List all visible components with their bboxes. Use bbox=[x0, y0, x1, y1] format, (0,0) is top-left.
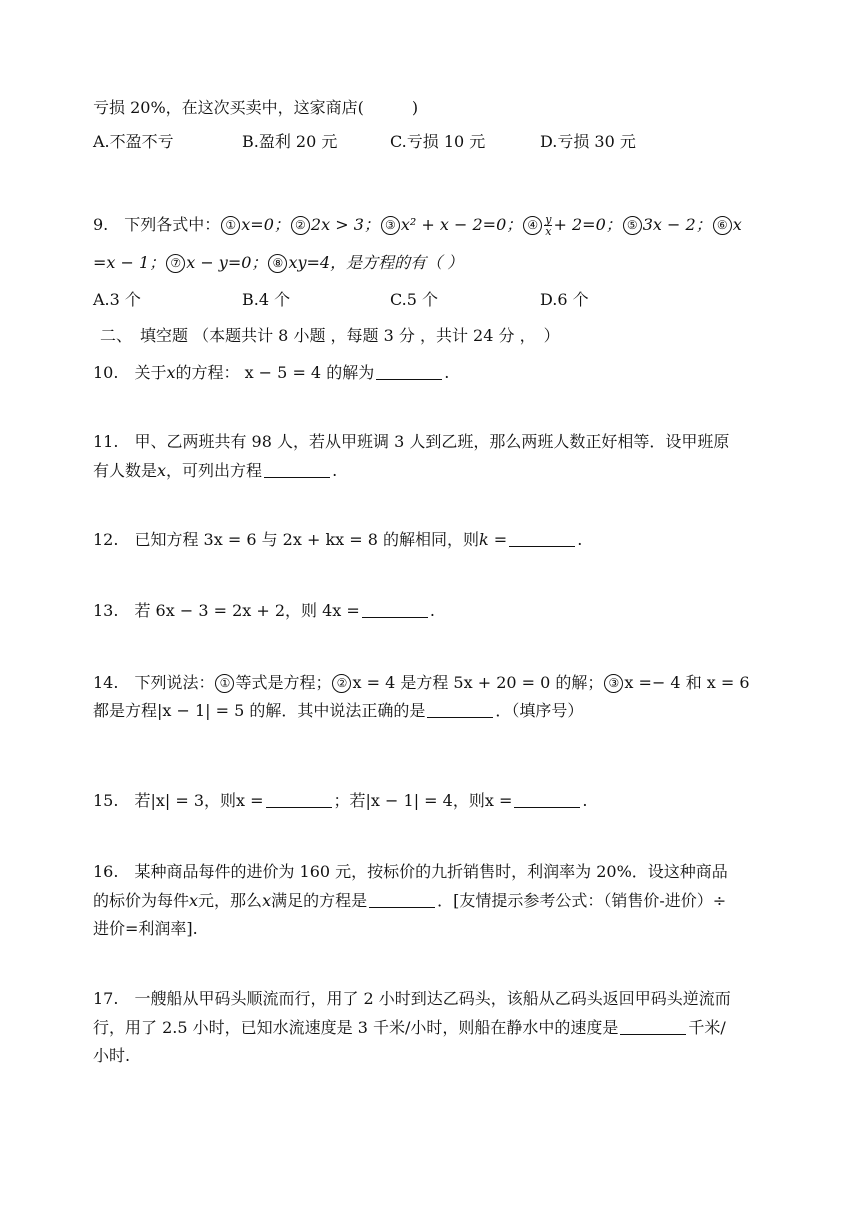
circle-6: ⑥ bbox=[713, 216, 732, 235]
fraction-y-over-x bbox=[544, 214, 552, 237]
q9-item-1: x=0； bbox=[241, 215, 290, 234]
answer-blank[interactable] bbox=[509, 530, 575, 547]
var-x: x bbox=[166, 363, 176, 382]
q16-line3: 进价=利润率]. bbox=[93, 919, 198, 938]
q9-option-a: A.3 个 bbox=[93, 290, 141, 309]
q11-text-b: ，可列出方程 bbox=[166, 461, 263, 480]
q9-item-3: x² + x − 2=0； bbox=[400, 215, 523, 234]
q13-text-a: 13. 若 6x − 3 = 2x + 2，则 4x = bbox=[93, 601, 360, 620]
circle-2: ② bbox=[332, 674, 351, 693]
q16-line2 bbox=[93, 890, 767, 912]
q9-option-c: C.5 个 bbox=[390, 290, 439, 309]
q16-line1: 16. 某种商品每件的进价为 160 元，按标价的九折销售时，利润率为 20%．设这种商品 bbox=[93, 862, 728, 881]
q14-line1 bbox=[93, 672, 767, 694]
answer-blank[interactable] bbox=[514, 791, 580, 808]
q16-text-c: 满足的方程是 bbox=[271, 891, 368, 910]
answer-blank[interactable] bbox=[427, 701, 493, 718]
circle-4: ④ bbox=[523, 216, 542, 235]
q9-item-8: xy=4，是方程的有（ ） bbox=[288, 253, 464, 272]
q8-option-c: C.亏损 10 元 bbox=[390, 132, 486, 151]
q11-text-a: 有人数是 bbox=[93, 461, 158, 480]
q11-text-c: . bbox=[332, 461, 338, 480]
q17-line1: 17. 一艘船从甲码头顺流而行，用了 2 小时到达乙码头，该船从乙码头返回甲码头逆流而 bbox=[93, 989, 731, 1008]
q10-text-a: 10. 关于 bbox=[93, 363, 167, 382]
q15-text-a: 15. 若|x| = 3，则x = bbox=[93, 791, 264, 810]
var-k: k bbox=[479, 530, 489, 549]
section-heading: 二、 填空题 （本题共计 8 小题 ，每题 3 分 ，共计 24 分 ， ） bbox=[100, 326, 560, 345]
circle-5: ⑤ bbox=[623, 216, 642, 235]
q9-item-2: 2x > 3； bbox=[310, 215, 380, 234]
q14-text-e: 都是方程|x − 1| = 5 的解．其中说法正确的是 bbox=[93, 701, 426, 720]
q16-text-a: 的标价为每件 bbox=[93, 891, 190, 910]
q13-text-b: . bbox=[429, 601, 435, 620]
q12 bbox=[93, 529, 767, 551]
q9-option-b: B.4 个 bbox=[242, 290, 291, 309]
fraction-denominator: x bbox=[545, 225, 552, 238]
circle-3: ③ bbox=[381, 216, 400, 235]
q9-option-d: D.6 个 bbox=[540, 290, 589, 309]
q14-text-d: x =− 4 和 x = 6 bbox=[624, 673, 750, 692]
var-x: x bbox=[157, 461, 167, 480]
q9-item-5: 3x − 2； bbox=[642, 215, 712, 234]
q17-text-a: 行，用了 2.5 小时，已知水流速度是 3 千米/小时，则船在静水中的速度是 bbox=[93, 1018, 619, 1037]
q16-text-d: ．[友情提示参考公式：（销售价-进价）÷ bbox=[437, 891, 727, 910]
q10-text-c: . bbox=[444, 363, 450, 382]
q12-text-a: 12. 已知方程 3x = 6 与 2x + kx = 8 的解相同，则 bbox=[93, 530, 480, 549]
answer-blank[interactable] bbox=[369, 891, 435, 908]
q14-text-b: 等式是方程； bbox=[235, 673, 332, 692]
circle-8: ⑧ bbox=[268, 254, 287, 273]
q11-line2 bbox=[93, 460, 767, 482]
q10 bbox=[93, 362, 767, 384]
answer-blank[interactable] bbox=[264, 461, 330, 478]
q15 bbox=[93, 790, 767, 812]
q9-item-7: x − y=0； bbox=[186, 253, 268, 272]
q9-line1: 9. 下列各式中： ① x=0； ② 2x > 3； ③ x² + x − 2=0； ④ $\frac{y}{x}$ + 2=0； ⑤ 3x − 2； ⑥ x bbox=[93, 213, 742, 238]
q8-option-a: A.不盈不亏 bbox=[93, 132, 174, 151]
var-x: x bbox=[189, 891, 199, 910]
answer-blank[interactable] bbox=[362, 601, 428, 618]
q9-item-6: x bbox=[732, 215, 742, 234]
q9-line2 bbox=[93, 252, 767, 274]
q12-text-b: = bbox=[488, 530, 508, 549]
circle-7: ⑦ bbox=[166, 254, 185, 273]
q15-text-b: ；若|x − 1| = 4，则x = bbox=[333, 791, 513, 810]
answer-blank[interactable] bbox=[376, 363, 442, 380]
q9-prefix: 9. 下列各式中： bbox=[93, 215, 221, 234]
q8-tail: 亏损 20%，在这次买卖中，这家商店( ) bbox=[93, 98, 419, 117]
q13 bbox=[93, 600, 767, 622]
q9-item-6b: =x − 1； bbox=[93, 253, 166, 272]
circle-1: ① bbox=[215, 674, 234, 693]
circle-1: ① bbox=[221, 216, 240, 235]
q12-text-c: . bbox=[577, 530, 583, 549]
q17-text-b: 千米/ bbox=[688, 1018, 726, 1037]
q10-text-b: 的方程： x − 5 = 4 的解为 bbox=[175, 363, 375, 382]
q16-text-b: 元，那么 bbox=[198, 891, 263, 910]
circle-2: ② bbox=[291, 216, 310, 235]
answer-blank[interactable] bbox=[266, 791, 332, 808]
q11-line1: 11. 甲、乙两班共有 98 人，若从甲班调 3 人到乙班，那么两班人数正好相等．设甲班原 bbox=[93, 432, 730, 451]
q8-option-b: B.盈利 20 元 bbox=[242, 132, 338, 151]
fraction-numerator: y bbox=[545, 213, 552, 226]
var-x: x bbox=[262, 891, 272, 910]
q17-line2 bbox=[93, 1017, 767, 1039]
q17-line3: 小时. bbox=[93, 1046, 131, 1065]
q8-option-d: D.亏损 30 元 bbox=[540, 132, 636, 151]
q14-text-c: x = 4 是方程 5x + 20 = 0 的解； bbox=[352, 673, 604, 692]
answer-blank[interactable] bbox=[620, 1018, 686, 1035]
q14-line2 bbox=[93, 700, 767, 722]
circle-3: ③ bbox=[604, 674, 623, 693]
q14-text-f: ．（填序号） bbox=[495, 701, 584, 720]
q14-text-a: 14. 下列说法： bbox=[93, 673, 215, 692]
q15-text-c: . bbox=[582, 791, 588, 810]
